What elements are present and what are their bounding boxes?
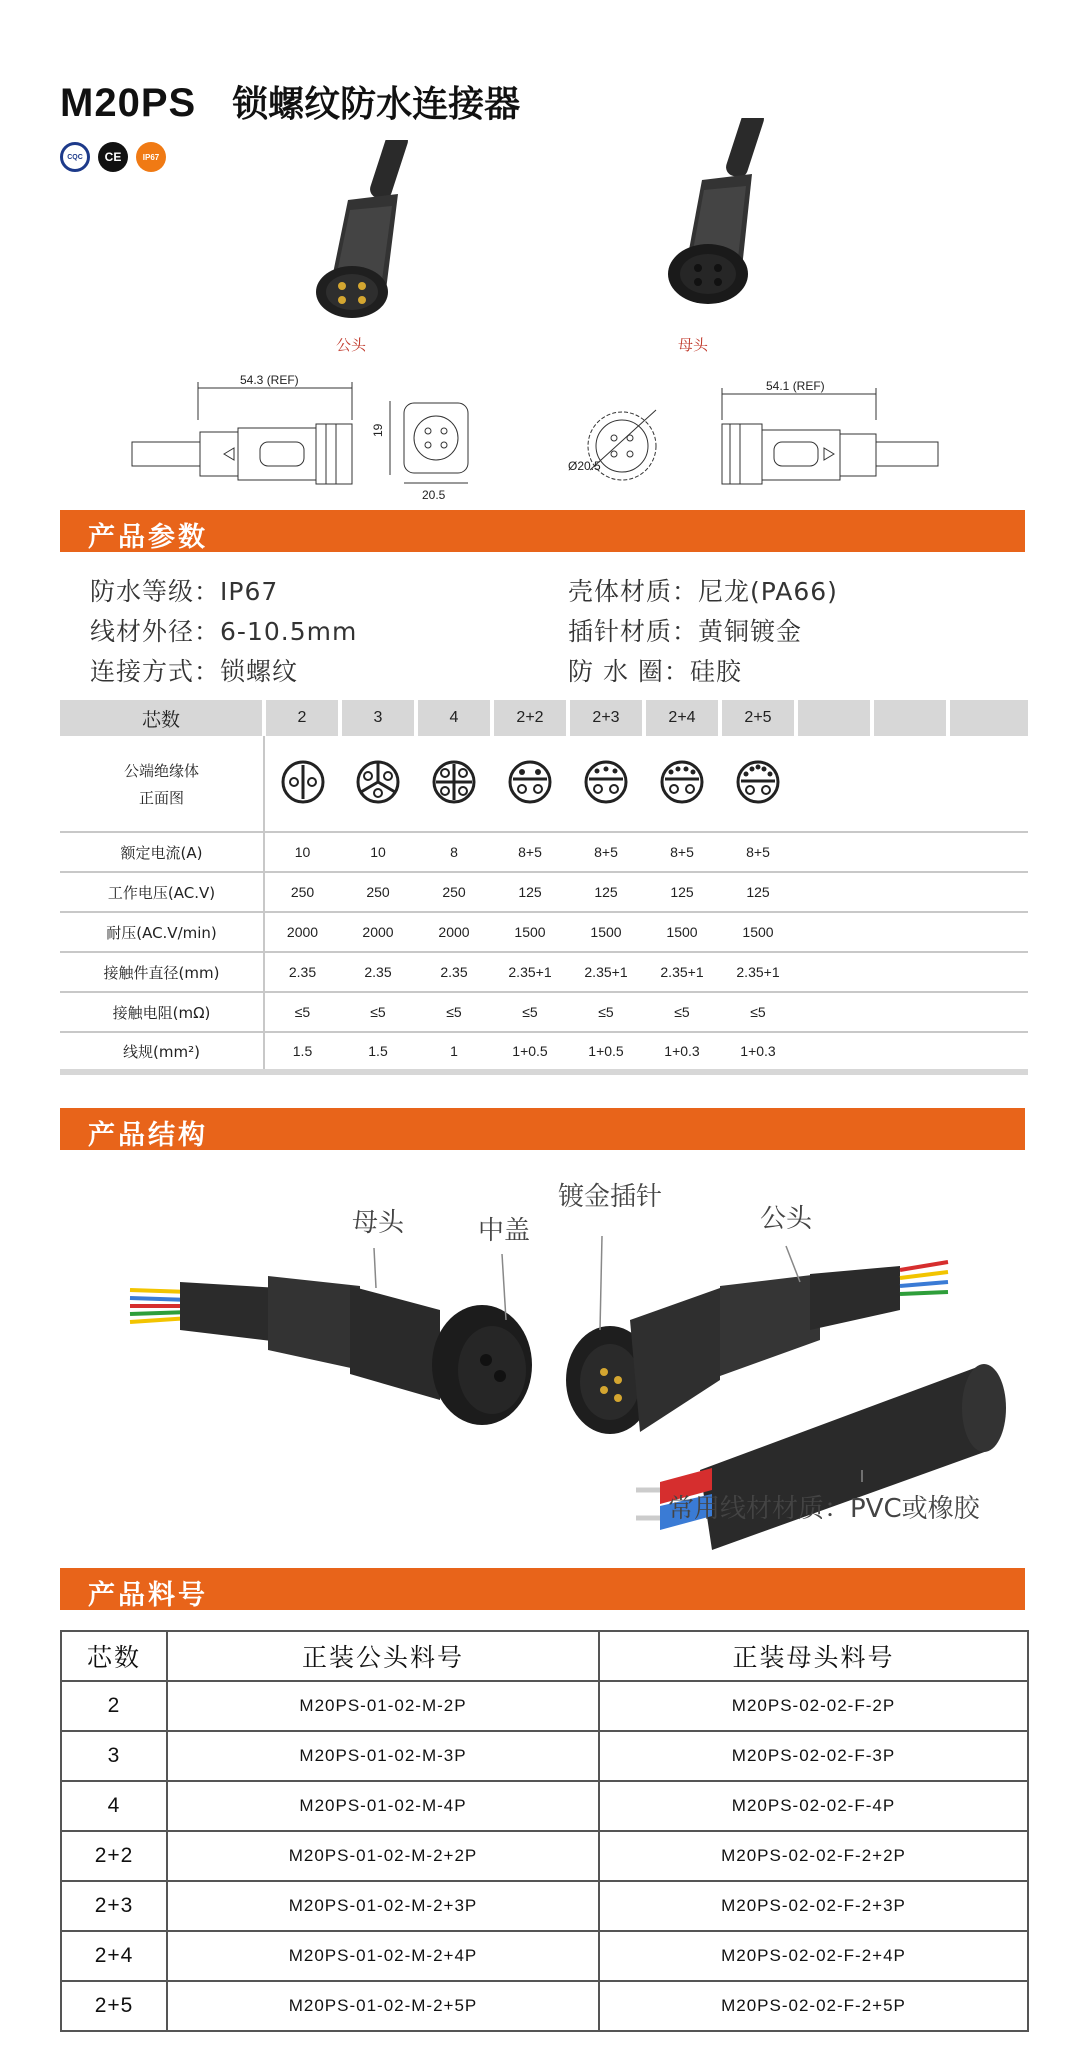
face-2p4-icon (644, 736, 720, 832)
part-cell: M20PS-01-02-M-2+4P (167, 1931, 599, 1981)
spec-cell (796, 1032, 872, 1072)
female-length-dim: 54.1 (REF) (766, 379, 825, 393)
param-cable-od: 线材外径：6-10.5mm (90, 617, 358, 646)
spec-cell (796, 832, 872, 872)
part-cell: 3 (61, 1731, 167, 1781)
part-cell: 2+4 (61, 1931, 167, 1981)
spec-cell: 8+5 (644, 832, 720, 872)
face-2p3-icon (568, 736, 644, 832)
spec-cell (948, 872, 1028, 912)
spec-cell: 10 (264, 832, 340, 872)
spec-cell: 2000 (340, 912, 416, 952)
cap-part-label: 中盖 (478, 1216, 531, 1246)
parts-section-title: 产品料号 (88, 1580, 208, 1611)
spec-table (60, 700, 1028, 1075)
spec-cell: 2.35+1 (492, 952, 568, 992)
spec-cell: 125 (644, 872, 720, 912)
face-2p2-icon (492, 736, 568, 832)
spec-cell: ≤5 (644, 992, 720, 1032)
spec-cell (948, 736, 1028, 832)
structure-section-title: 产品结构 (88, 1120, 208, 1151)
spec-cell: 工作电压(AC.V) (60, 872, 264, 912)
product-name: 锁螺纹防水连接器 (232, 84, 521, 125)
spec-cell (872, 992, 948, 1032)
part-cell: M20PS-01-02-M-2+2P (167, 1831, 599, 1881)
param-seal: 防 水 圈：硅胶 (568, 657, 742, 686)
spec-cell (948, 912, 1028, 952)
spec-cell (948, 952, 1028, 992)
spec-cell: 耐压(AC.V/min) (60, 912, 264, 952)
part-cell: M20PS-01-02-M-4P (167, 1781, 599, 1831)
cable-material-label: 常用线材材质：PVC或橡胶 (668, 1494, 980, 1524)
structure-section-header (60, 1108, 1025, 1150)
ip67-mark-icon: IP67 (136, 142, 166, 172)
table-row (61, 1981, 1028, 2031)
spec-cell: 接触件直径(mm) (60, 952, 264, 992)
spec-row-voltage (60, 872, 1028, 912)
spec-row-diameter (60, 952, 1028, 992)
spec-cell: 接触电阻(mΩ) (60, 992, 264, 1032)
spec-cell: 1+0.3 (720, 1032, 796, 1072)
model-name: M20PS (60, 81, 197, 125)
spec-cell: 2.35 (416, 952, 492, 992)
part-cell: 2+3 (61, 1881, 167, 1931)
pins-part-label: 镀金插针 (558, 1182, 663, 1212)
spec-cell (872, 952, 948, 992)
params-section-header (60, 510, 1025, 552)
spec-header-cores: 芯数 (60, 700, 264, 736)
spec-cell (796, 992, 872, 1032)
face-2-icon (264, 736, 340, 832)
spec-cell: ≤5 (492, 992, 568, 1032)
spec-cell: 1+0.3 (644, 1032, 720, 1072)
spec-cell: 2.35 (340, 952, 416, 992)
spec-cell: 8+5 (568, 832, 644, 872)
params-section-title: 产品参数 (88, 522, 208, 553)
spec-cell (948, 1032, 1028, 1072)
spec-cell (872, 872, 948, 912)
spec-row-gauge (60, 1032, 1028, 1072)
spec-cell (948, 992, 1028, 1032)
female-dimension-drawing (700, 370, 1040, 510)
spec-cell (872, 912, 948, 952)
part-cell: M20PS-01-02-M-3P (167, 1731, 599, 1781)
spec-row-resistance (60, 992, 1028, 1032)
param-housing: 壳体材质：尼龙(PA66) (568, 577, 838, 606)
part-cell: M20PS-02-02-F-2P (599, 1681, 1028, 1731)
spec-col-header: 2+4 (644, 700, 720, 736)
female-diameter-dim: Ø20.5 (568, 459, 601, 473)
male-label: 公头 (336, 336, 367, 354)
spec-cell: 额定电流(A) (60, 832, 264, 872)
face-3-icon (340, 736, 416, 832)
part-header-male: 正装公头料号 (167, 1631, 599, 1681)
spec-cell: ≤5 (340, 992, 416, 1032)
table-row (61, 1931, 1028, 1981)
part-cell: M20PS-02-02-F-2+2P (599, 1831, 1028, 1881)
param-pin-material: 插针材质：黄铜镀金 (568, 617, 803, 646)
spec-col-header: 2+2 (492, 700, 568, 736)
spec-row-face-label: 公端绝缘体 正面图 (60, 736, 264, 832)
female-connector-photo (650, 118, 800, 308)
spec-cell: 8+5 (720, 832, 796, 872)
spec-cell: 1.5 (264, 1032, 340, 1072)
param-waterproof: 防水等级：IP67 (90, 577, 279, 606)
male-length-dim: 54.3 (REF) (240, 373, 299, 387)
spec-cell (796, 736, 872, 832)
part-cell: 2+2 (61, 1831, 167, 1881)
spec-cell: 2000 (264, 912, 340, 952)
spec-col-empty (872, 700, 948, 736)
certification-row (60, 142, 166, 172)
spec-cell (796, 872, 872, 912)
part-cell: M20PS-01-02-M-2P (167, 1681, 599, 1731)
spec-cell (796, 912, 872, 952)
part-header-female: 正装母头料号 (599, 1631, 1028, 1681)
part-cell: M20PS-02-02-F-2+3P (599, 1881, 1028, 1931)
ccc-mark-icon: CQC (60, 142, 90, 172)
spec-cell: ≤5 (568, 992, 644, 1032)
part-cell: M20PS-02-02-F-2+4P (599, 1931, 1028, 1981)
spec-cell: 250 (340, 872, 416, 912)
part-cell: M20PS-02-02-F-3P (599, 1731, 1028, 1781)
spec-cell: 2000 (416, 912, 492, 952)
spec-cell: 1+0.5 (568, 1032, 644, 1072)
spec-cell: 2.35 (264, 952, 340, 992)
spec-cell: 250 (416, 872, 492, 912)
table-row (61, 1881, 1028, 1931)
part-cell: 4 (61, 1781, 167, 1831)
spec-row-withstand (60, 912, 1028, 952)
spec-cell (948, 832, 1028, 872)
spec-cell: ≤5 (264, 992, 340, 1032)
spec-col-empty (948, 700, 1028, 736)
spec-cell: 1500 (644, 912, 720, 952)
part-cell: 2 (61, 1681, 167, 1731)
part-header-cores: 芯数 (61, 1631, 167, 1681)
female-face-drawing (560, 398, 680, 508)
spec-cell: 125 (720, 872, 796, 912)
face-2p5-icon (720, 736, 796, 832)
spec-cell: 8 (416, 832, 492, 872)
part-cell: M20PS-02-02-F-4P (599, 1781, 1028, 1831)
spec-cell: 1+0.5 (492, 1032, 568, 1072)
spec-cell (872, 736, 948, 832)
spec-cell: 线规(mm²) (60, 1032, 264, 1072)
part-cell: 2+5 (61, 1981, 167, 2031)
spec-cell: ≤5 (416, 992, 492, 1032)
part-number-table (60, 1630, 1029, 2032)
spec-cell: 1500 (492, 912, 568, 952)
male-part-label: 公头 (760, 1204, 813, 1234)
param-connection: 连接方式：锁螺纹 (90, 657, 299, 686)
part-cell: M20PS-01-02-M-2+5P (167, 1981, 599, 2031)
spec-col-header: 4 (416, 700, 492, 736)
spec-col-header: 2+5 (720, 700, 796, 736)
face-4-icon (416, 736, 492, 832)
spec-cell: 1 (416, 1032, 492, 1072)
spec-cell (872, 1032, 948, 1072)
spec-cell: 125 (568, 872, 644, 912)
ce-mark-icon: CE (98, 142, 128, 172)
table-row (61, 1731, 1028, 1781)
table-row (61, 1831, 1028, 1881)
table-row (61, 1681, 1028, 1731)
spec-cell: 2.35+1 (720, 952, 796, 992)
male-height-dim: 19 (371, 423, 385, 437)
part-cell: M20PS-02-02-F-2+5P (599, 1981, 1028, 2031)
male-connector-photo (290, 140, 450, 320)
page-title (60, 76, 520, 127)
spec-cell: 1500 (568, 912, 644, 952)
spec-col-header: 3 (340, 700, 416, 736)
spec-cell: 10 (340, 832, 416, 872)
spec-col-header: 2 (264, 700, 340, 736)
female-part-label: 母头 (352, 1208, 405, 1238)
spec-cell (796, 952, 872, 992)
parts-section-header (60, 1568, 1025, 1610)
male-face-drawing (370, 395, 500, 515)
spec-cell: 1500 (720, 912, 796, 952)
spec-cell: 125 (492, 872, 568, 912)
spec-cell: 1.5 (340, 1032, 416, 1072)
part-cell: M20PS-01-02-M-2+3P (167, 1881, 599, 1931)
spec-cell: 2.35+1 (644, 952, 720, 992)
spec-col-header: 2+3 (568, 700, 644, 736)
structure-illustration (0, 1170, 1080, 1550)
spec-cell: 2.35+1 (568, 952, 644, 992)
spec-cell (872, 832, 948, 872)
spec-cell: ≤5 (720, 992, 796, 1032)
spec-cell: 8+5 (492, 832, 568, 872)
spec-cell: 250 (264, 872, 340, 912)
spec-row-current (60, 832, 1028, 872)
male-width-dim: 20.5 (422, 488, 446, 502)
female-label: 母头 (678, 336, 709, 354)
spec-col-empty (796, 700, 872, 736)
table-row (61, 1781, 1028, 1831)
